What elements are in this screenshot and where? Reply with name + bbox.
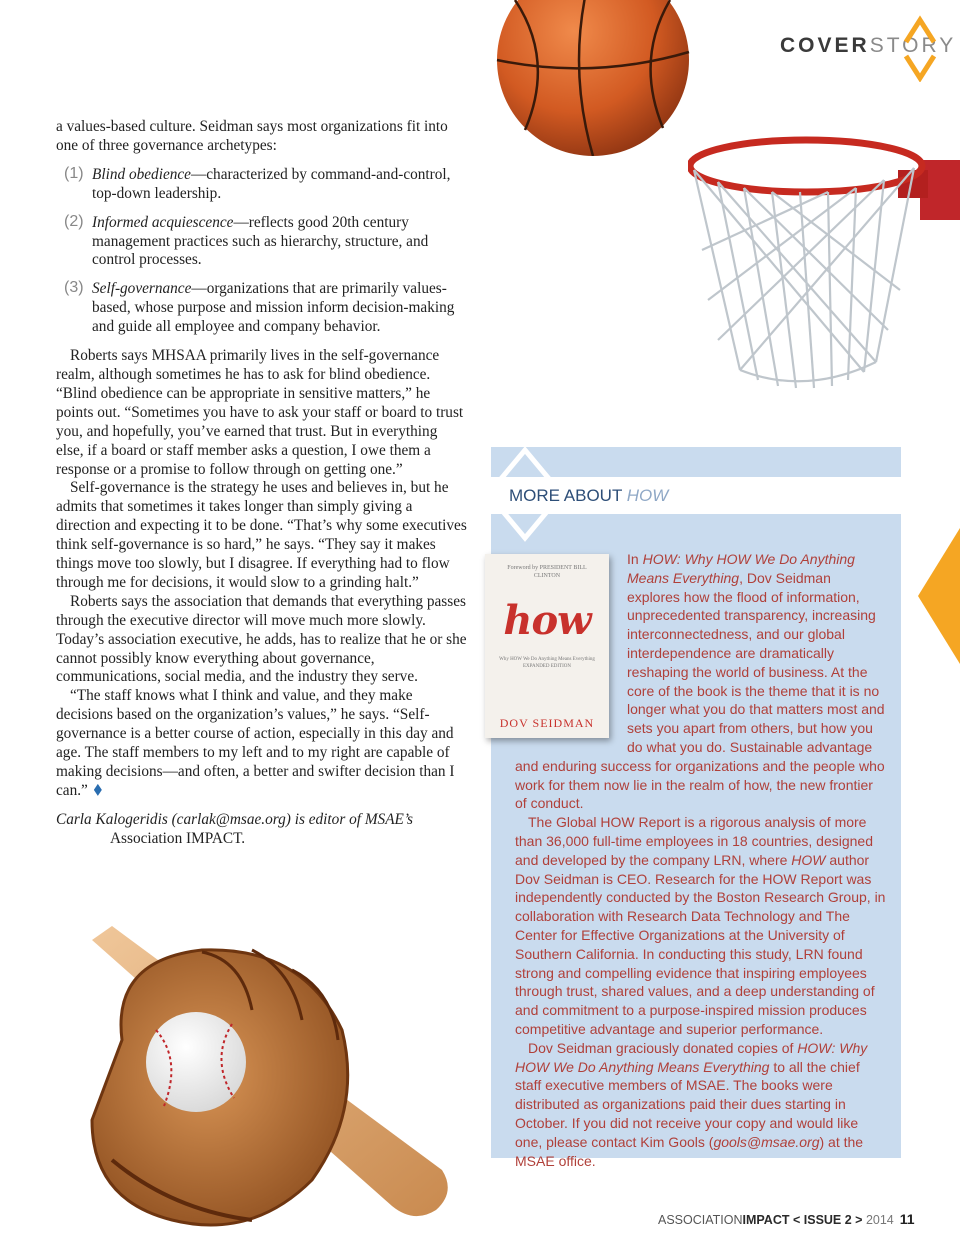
article-body: [56, 118, 468, 849]
archetype-item-2: (2) Informed acquiescence—reflects good 20th century management practices such as hierarchy, structure, and control processes.: [64, 212, 429, 269]
sidebar-paragraph: In HOW: Why HOW We Do Anything Means Everything, Dov Seidman explores how the flood of information, unprecedented transparency, increasing interconnectedness, and our global interdependence are dramatically reshaping the world of business. At the core of the book is the theme that it is no longer what you do that matters most and sets you apart from others, but how you do what you do. Sustainable advantage and enduring success for organizations and the people who work for them now lie in the realm of how, the new frontier of conduct.: [515, 551, 885, 812]
basketball-image: [495, 0, 695, 156]
body-paragraph: Roberts says MHSAA primarily lives in the self-governance realm, although sometimes he has to ask for blind obedience. “Blind obedience can be appropriate in sensitive matters,” he points out. “Sometimes you have to ask your staff or board to trust you, and hopefully, you’ve earned that trust. But in everything else, if a board or staff member asks a question, I owe them a response or a promise to follow through on getting one.”: [56, 347, 464, 478]
baseball-glove-image: [52, 920, 472, 1242]
page-footer: ASSOCIATIONIMPACT < ISSUE 2 > 2014 11: [658, 1211, 915, 1227]
chevron-logo-icon: [900, 14, 940, 82]
archetype-item-1: (1) Blind obedience—characterized by command-and-control, top-down leadership.: [64, 164, 451, 202]
book-subtitle: Why HOW We Do Anything Means Everything EXPANDED EDITION: [499, 657, 595, 669]
sidebar-paragraph: The Global HOW Report is a rigorous analysis of more than 36,000 full-time employees in 18 countries, designed and developed by the company LRN, where HOW author Dov Seidman is CEO. Research for the HOW Report was independently conducted by the Boston Research Group, in collaboration with Research Data Technology and The Center for Effective Organizations at the University of Southern California. In conducting this study, LRN found strong and compelling evidence that inspiring employees through trust, shared values, and a deep understanding of and commitment to a purpose-inspired mission produces competitive advantage and superior performance.: [515, 814, 886, 1037]
email-link[interactable]: gools@msae.org: [713, 1133, 820, 1150]
book-title: how: [503, 597, 591, 644]
byline: Carla Kalogeridis (carlak@msae.org) is editor of MSAE’s Association IMPACT.: [56, 810, 413, 847]
basketball-hoop-image: [688, 130, 960, 410]
body-paragraph: “The staff knows what I think and value, and they make decisions based on the organization’s values,” he says. “Self-governance is a better course of action, especially in this day and age. The staff members to my left and to my right are capable of making decisions—and often, a better and swifter decision than I can.”: [56, 687, 455, 799]
book-author: DOV SEIDMAN: [499, 716, 595, 730]
intro-paragraph: a values-based culture. Seidman says most organizations fit into one of three governance archetypes:: [56, 118, 448, 154]
body-paragraph: Roberts says the association that demands that everything passes through the executive director will move much more slowly. Today’s association executive, he adds, has to realize that he or she cannot possibly know everything about governance, communications, social media, and the industry they serve.: [56, 592, 467, 686]
body-paragraph: Self-governance is the strategy he uses and believes in, but he admits that sometimes it takes longer than simply giving a direction and expecting it to be done. “That’s why some executives think self-governance is so hard,” he says. “They say it makes things move too slowly, but I disagree. If everything had to flow through me for decisions, it would slow to a grinding halt.”: [56, 479, 467, 591]
archetype-item-3: (3) Self-governance—organizations that are primarily values-based, whose purpose and mission inform decision-making and guide all employee and company behavior.: [64, 279, 455, 336]
page-number: 11: [899, 1211, 915, 1227]
section-label-story: STORY: [869, 34, 957, 57]
orange-wedge-icon: [918, 528, 960, 664]
section-label-cover: COVER: [780, 34, 870, 57]
sidebar-title: MORE ABOUT HOW: [509, 486, 669, 505]
sidebar-paragraph: Dov Seidman graciously donated copies of HOW: Why HOW We Do Anything Means Everything to all the chief staff executive members of MSAE. The books were distributed as organizations paid their dues starting in October. If you did not receive your copy and would like one, please contact Kim Gools (gools@msae.org) at the MSAE office.: [515, 1039, 868, 1169]
book-cover-image: [485, 554, 609, 738]
sidebar-text: [499, 550, 887, 1170]
book-foreword: Foreword by PRESIDENT BILL CLINTON: [507, 565, 587, 579]
end-mark-icon: [94, 784, 102, 796]
